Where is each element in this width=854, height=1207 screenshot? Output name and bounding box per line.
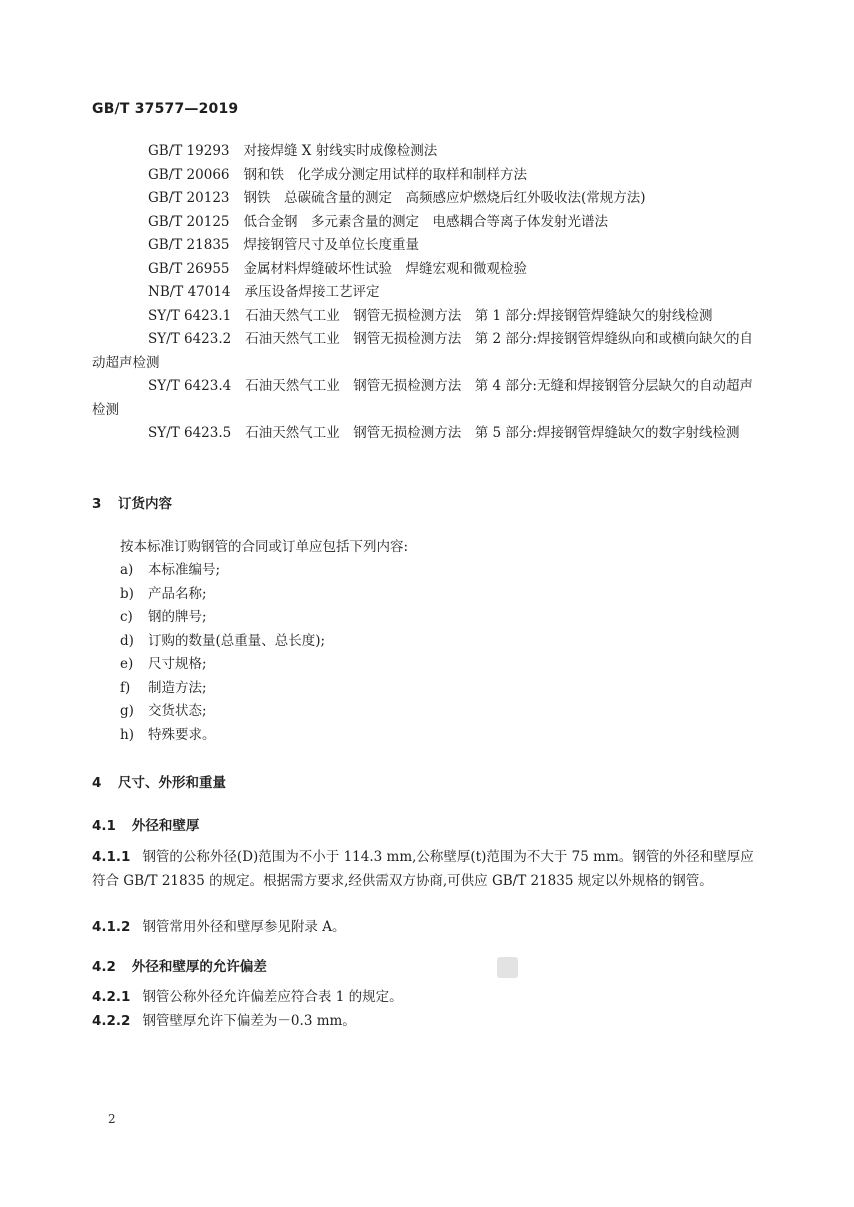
section-4-2-heading (92, 955, 267, 975)
reference-title: 钢铁 总碳硫含量的测定 高频感应炉燃烧后红外吸收法(常规方法) (243, 190, 646, 206)
list-item (120, 559, 325, 583)
list-item (120, 653, 325, 677)
list-item (120, 606, 325, 630)
clause-text: 钢管的公称外径(D)范围为不小于 114.3 mm,公称壁厚(t)范围为不大于 75 mm。钢管的外径和壁厚应符合 GB/T 21835 的规定。根据需方要求,经供需双方协商,可供应 GB/T 21835 规定以外规格的钢管。 (92, 849, 754, 889)
reference-code: SY/T 6423.5 (148, 425, 232, 441)
reference-item (92, 422, 756, 446)
list-item (120, 724, 325, 748)
reference-item (92, 258, 756, 282)
reference-item (92, 164, 756, 188)
list-item-text: 交货状态; (148, 703, 207, 719)
section-4-heading (92, 771, 226, 791)
reference-item (92, 375, 756, 422)
section-3-intro: 按本标准订购钢管的合同或订单应包括下列内容: (120, 539, 409, 555)
section-number: 4.2 (92, 959, 116, 975)
reference-code: GB/T 19293 (148, 143, 230, 159)
list-item-label: f) (120, 679, 131, 696)
clause-4-1-2 (92, 916, 756, 940)
clause-text: 钢管公称外径允许偏差应符合表 1 的规定。 (142, 989, 403, 1005)
list-item-text: 订购的数量(总重量、总长度); (148, 632, 326, 649)
list-item (120, 583, 325, 607)
reference-title: 钢和铁 化学成分测定用试样的取样和制样方法 (243, 166, 527, 183)
clause-number: 4.1.1 (92, 849, 131, 865)
reference-code: NB/T 47014 (148, 284, 231, 300)
reference-title: 石油天然气工业 钢管无损检测方法 第 2 部分:焊接钢管焊缝纵向和或横向缺欠的自动超声检测 (92, 331, 753, 371)
reference-code: GB/T 20123 (148, 190, 230, 206)
section-title: 外径和壁厚的允许偏差 (131, 959, 267, 975)
list-item-text: 钢的牌号; (148, 609, 207, 625)
reference-item (92, 187, 756, 211)
reference-code: SY/T 6423.1 (148, 307, 232, 324)
list-item-text: 制造方法; (148, 679, 207, 696)
clause-4-2-2 (92, 1010, 756, 1034)
reference-code: SY/T 6423.2 (148, 331, 232, 347)
list-item-text: 特殊要求。 (148, 726, 216, 743)
clause-4-1-1 (92, 846, 756, 893)
reference-item (92, 328, 756, 375)
list-item-text: 尺寸规格; (148, 656, 207, 672)
list-item-text: 产品名称; (148, 585, 207, 602)
reference-title: 焊接钢管尺寸及单位长度重量 (243, 237, 419, 253)
list-item-text: 本标准编号; (148, 562, 221, 578)
reference-code: GB/T 20125 (148, 213, 230, 230)
section-number: 4 (92, 775, 102, 791)
reference-item (92, 305, 756, 329)
list-item (120, 630, 325, 654)
reference-item (92, 281, 756, 305)
section-4-1-heading (92, 814, 199, 834)
list-item-label: h) (120, 726, 134, 743)
clause-number: 4.2.2 (92, 1013, 131, 1029)
list-item-label: e) (120, 656, 134, 672)
page-number: 2 (108, 1112, 116, 1126)
section-number: 3 (92, 496, 102, 512)
reference-title: 金属材料焊缝破坏性试验 焊缝宏观和微观检验 (243, 260, 527, 277)
clause-number: 4.1.2 (92, 919, 131, 935)
reference-title: 承压设备焊接工艺评定 (244, 284, 380, 300)
list-item-label: c) (120, 609, 133, 625)
section-title: 订货内容 (118, 496, 172, 512)
reference-title: 石油天然气工业 钢管无损检测方法 第 5 部分:焊接钢管焊缝缺欠的数字射线检测 (245, 425, 740, 441)
reference-item (92, 140, 756, 164)
clause-4-2-1 (92, 986, 756, 1010)
scan-mark (497, 957, 518, 978)
order-content-list (120, 559, 325, 747)
list-item-label: g) (120, 703, 134, 719)
standard-code-header: GB/T 37577—2019 (92, 101, 239, 117)
reference-title: 对接焊缝 X 射线实时成像检测法 (243, 143, 438, 159)
reference-title: 低合金钢 多元素含量的测定 电感耦合等离子体发射光谱法 (243, 213, 608, 230)
reference-code: GB/T 21835 (148, 237, 230, 253)
list-item (120, 700, 325, 724)
list-item (120, 677, 325, 701)
reference-code: SY/T 6423.4 (148, 378, 232, 394)
section-title: 外径和壁厚 (131, 818, 200, 834)
reference-code: GB/T 26955 (148, 260, 230, 277)
reference-title: 石油天然气工业 钢管无损检测方法 第 4 部分:无缝和焊接钢管分层缺欠的自动超声检测 (92, 378, 753, 418)
section-number: 4.1 (92, 818, 116, 834)
normative-references-list (92, 140, 756, 446)
list-item-label: b) (120, 585, 134, 602)
section-title: 尺寸、外形和重量 (118, 775, 226, 791)
reference-item (92, 211, 756, 235)
list-item-label: d) (120, 632, 134, 649)
clause-number: 4.2.1 (92, 989, 131, 1005)
reference-title: 石油天然气工业 钢管无损检测方法 第 1 部分:焊接钢管焊缝缺欠的射线检测 (245, 307, 713, 324)
clause-text: 钢管常用外径和壁厚参见附录 A。 (142, 919, 346, 935)
reference-item (92, 234, 756, 258)
reference-code: GB/T 20066 (148, 166, 230, 183)
list-item-label: a) (120, 562, 134, 578)
section-3-heading (92, 492, 172, 512)
clause-text: 钢管壁厚允许下偏差为－0.3 mm。 (142, 1013, 356, 1029)
